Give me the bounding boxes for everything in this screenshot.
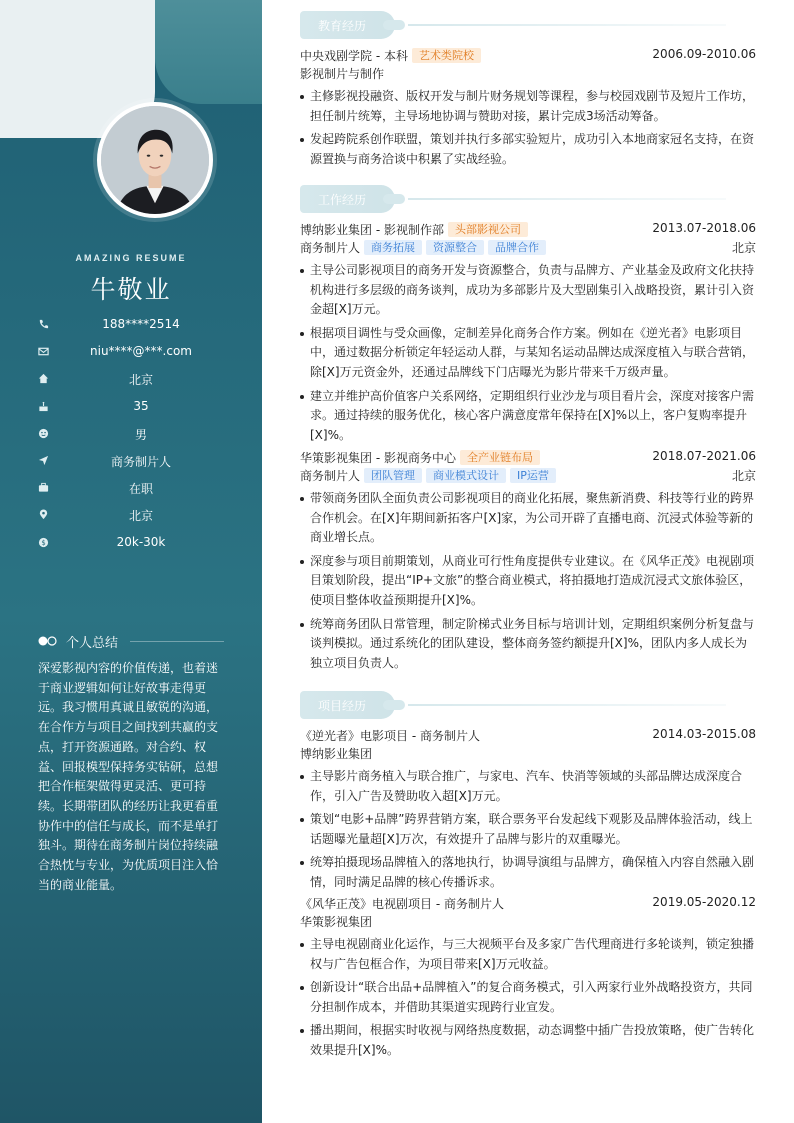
- bullet-item: 创新设计“联合出品+品牌植入”的复合商务模式，引入两家行业外战略投资方，共同分担制作成本，并借助其渠道实现跨行业宣发。: [300, 978, 756, 1017]
- section-header-projects: [300, 691, 756, 719]
- svg-text:$: $: [41, 538, 46, 547]
- job-role: 商务制片人: [300, 469, 361, 483]
- bullet-item: 主修影视投融资、版权开发与制片财务规划等课程，参与校园戏剧节及短片工作坊，担任制片统筹，主导场地协调与赞助对接，累计完成3场活动筹备。: [300, 87, 756, 126]
- divider: [408, 198, 726, 200]
- sidebar: [0, 0, 262, 1123]
- job-date: 2013.07-2018.06: [652, 221, 756, 235]
- bullet-item: 建立并维护高价值客户关系网络，定期组织行业沙龙与项目看片会，深度对接客户需求。通过持续的服务优化，核心客户满意度常年保持在[X]%以上，客户复购率提升[X]%。: [300, 387, 756, 446]
- info-position: [0, 452, 262, 479]
- section-title: 项目经历: [318, 699, 367, 713]
- work-entry: [300, 221, 756, 445]
- home-icon: [38, 373, 49, 384]
- bullet-item: 播出期间，根据实时收视与网络热度数据，动态调整中插广告投放策略，使广告转化效果提升[X]%。: [300, 1021, 756, 1060]
- project-org-row: [300, 913, 756, 931]
- section-header-work: [300, 185, 756, 213]
- project-org: 华策影视集团: [300, 915, 373, 929]
- job-date: 2018.07-2021.06: [652, 449, 756, 463]
- section-pill: [300, 691, 395, 719]
- school-tag: 艺术类院校: [412, 48, 481, 63]
- resume-subtitle: AMAZING RESUME: [75, 253, 187, 263]
- skill-tag: 资源整合: [426, 240, 484, 255]
- company-tag: 全产业链布局: [460, 450, 540, 465]
- summary-title: 个人总结: [66, 636, 119, 651]
- info-location: [0, 506, 262, 533]
- avatar: [97, 102, 213, 218]
- gender-icon: [38, 428, 49, 439]
- send-icon: [38, 455, 49, 466]
- home-value: 北京: [128, 373, 153, 388]
- bullet-item: 根据项目调性与受众画像，定制差异化商务合作方案。例如在《逆光者》电影项目中，通过数据分析锁定年轻运动人群，与某知名运动品牌达成深度植入与联合营销，除[X]万元资金外，还通过品牌线下门店曝光为影片带来千万级声量。: [300, 324, 756, 383]
- contact-info-list: [0, 316, 262, 561]
- major: 影视制片与制作: [300, 67, 385, 81]
- info-email: [0, 343, 262, 370]
- bullet-item: 带领商务团队全面负责公司影视项目的商业化拓展，聚焦新消费、科技等行业的跨界合作机会。在[X]年期间新拓客户[X]家，为公司开辟了直播电商、沉浸式体验等新的商业增长点。: [300, 489, 756, 548]
- project-date: 2019.05-2020.12: [652, 895, 756, 909]
- education-date: 2006.09-2010.06: [652, 47, 756, 61]
- profile-photo: [101, 106, 209, 214]
- bullet-item: 发起跨院系创作联盟，策划并执行多部实验短片，成功引入本地商家冠名支持，在资源置换与商务洽谈中积累了实战经验。: [300, 130, 756, 169]
- section-title: 工作经历: [318, 193, 367, 207]
- skill-tag: IP运营: [510, 468, 556, 483]
- job-header-row: [300, 221, 756, 239]
- skill-tag: 商业模式设计: [426, 468, 506, 483]
- info-salary: [0, 534, 262, 561]
- divider: [130, 641, 224, 642]
- money-icon: [38, 537, 49, 548]
- job-city: 北京: [731, 469, 756, 483]
- company-tag: 头部影视公司: [448, 222, 528, 237]
- education-header-row: [300, 47, 756, 65]
- phone-value: 188****2514: [102, 317, 180, 331]
- project-header-row: [300, 895, 756, 913]
- job-header-row: [300, 449, 756, 467]
- divider: [408, 24, 726, 26]
- phone-icon: [38, 319, 49, 330]
- job-role: 商务制片人: [300, 241, 361, 255]
- project-entry: [300, 895, 756, 1061]
- project-date: 2014.03-2015.08: [652, 727, 756, 741]
- school-name: 中央戏剧学院 - 本科: [300, 49, 408, 63]
- location-value: 北京: [128, 509, 153, 524]
- section-title: 教育经历: [318, 19, 367, 33]
- skill-tag: 品牌合作: [488, 240, 546, 255]
- info-age: [0, 398, 262, 425]
- project-entry: [300, 727, 756, 893]
- location-icon: [38, 509, 49, 520]
- section-pill: [300, 11, 395, 39]
- project-org-row: [300, 745, 756, 763]
- section-header-education: [300, 11, 756, 39]
- summary-header: [38, 632, 224, 650]
- info-home: [0, 370, 262, 397]
- briefcase-icon: [38, 482, 49, 493]
- project-org: 博纳影业集团: [300, 747, 373, 761]
- email-value: niu****@***.com: [90, 344, 192, 359]
- bullet-item: 统筹拍摄现场品牌植入的落地执行，协调导演组与品牌方，确保植入内容自然融入剧情，同时满足品牌的核心传播诉求。: [300, 853, 756, 892]
- bullet-item: 策划“电影+品牌”跨界营销方案，联合票务平台发起线下观影及品牌体验活动，线上话题曝光量超[X]万次，有效提升了品牌与影片的双重曝光。: [300, 810, 756, 849]
- bullet-item: 主导电视剧商业化运作，与三大视频平台及多家广告代理商进行多轮谈判，锁定独播权与广告包框合作，为项目带来[X]万元收益。: [300, 935, 756, 974]
- skill-tag: 商务拓展: [364, 240, 422, 255]
- main-content: [300, 0, 756, 1123]
- work-entry: [300, 449, 756, 673]
- mail-icon: [38, 346, 49, 357]
- job-role-row: [300, 467, 756, 485]
- status-value: 在职: [128, 482, 153, 497]
- salary-value: 20k-30k: [116, 534, 166, 549]
- job-role-row: [300, 239, 756, 257]
- bullet-item: 统筹商务团队日常管理，制定阶梯式业务目标与培训计划，定期组织案例分析复盘与谈判模拟。通过系统化的团队建设，整体商务签约额提升[X]%，团队内多人成长为独立项目负责人。: [300, 615, 756, 674]
- decor-block: [155, 0, 262, 104]
- dots-icon: [38, 636, 58, 646]
- person-name: 牛敬业: [90, 275, 172, 304]
- bullet-item: 深度参与项目前期策划，从商业可行性角度提供专业建议。在《风华正茂》电视剧项目策划阶段，提出“IP+文旅”的整合商业模式，将拍摄地打造成沉浸式文旅体验区，使项目整体收益预期提升[X]%。: [300, 552, 756, 611]
- skill-tag: 团队管理: [364, 468, 422, 483]
- project-header-row: [300, 727, 756, 745]
- project-name: 《逆光者》电影项目 - 商务制片人: [300, 729, 480, 743]
- job-city: 北京: [731, 241, 756, 255]
- bullet-item: 主导影片商务植入与联合推广，与家电、汽车、快消等领域的头部品牌达成深度合作，引入广告及赞助收入超[X]万元。: [300, 767, 756, 806]
- cake-icon: [38, 401, 49, 412]
- bullet-item: 主导公司影视项目的商务开发与资源整合，负责与品牌方、产业基金及政府文化扶持机构进行多层级的商务谈判，成功为多部影片及大型剧集引入战略投资，累计引入资金超[X]万元。: [300, 261, 756, 320]
- info-status: [0, 479, 262, 506]
- summary-text: 深爱影视内容的价值传递，也着迷于商业逻辑如何让好故事走得更远。我习惯用真诚且敏锐的沟通，在合作方与项目之间找到共赢的支点，打开资源通路。对合约、权益、回报模型保持务实钻研，总想把合作框架做得更灵活、更可持续。长期带团队的经历让我更看重协作中的信任与成长，而不是单打独斗。期待在商务制片岗位持续融合热忱与专业，为优质项目注入恰当的商业能量。: [38, 661, 219, 892]
- info-gender: [0, 425, 262, 452]
- education-entry: [300, 47, 756, 169]
- position-value: 商务制片人: [110, 454, 171, 469]
- divider: [408, 704, 726, 706]
- gender-value: 男: [134, 427, 147, 442]
- company-name: 华策影视集团 - 影视商务中心: [300, 451, 456, 465]
- company-name: 博纳影业集团 - 影视制作部: [300, 223, 444, 237]
- project-name: 《风华正茂》电视剧项目 - 商务制片人: [300, 897, 504, 911]
- section-pill: [300, 185, 395, 213]
- age-value: 35: [133, 398, 149, 413]
- education-major-row: [300, 65, 756, 83]
- info-phone: [0, 316, 262, 343]
